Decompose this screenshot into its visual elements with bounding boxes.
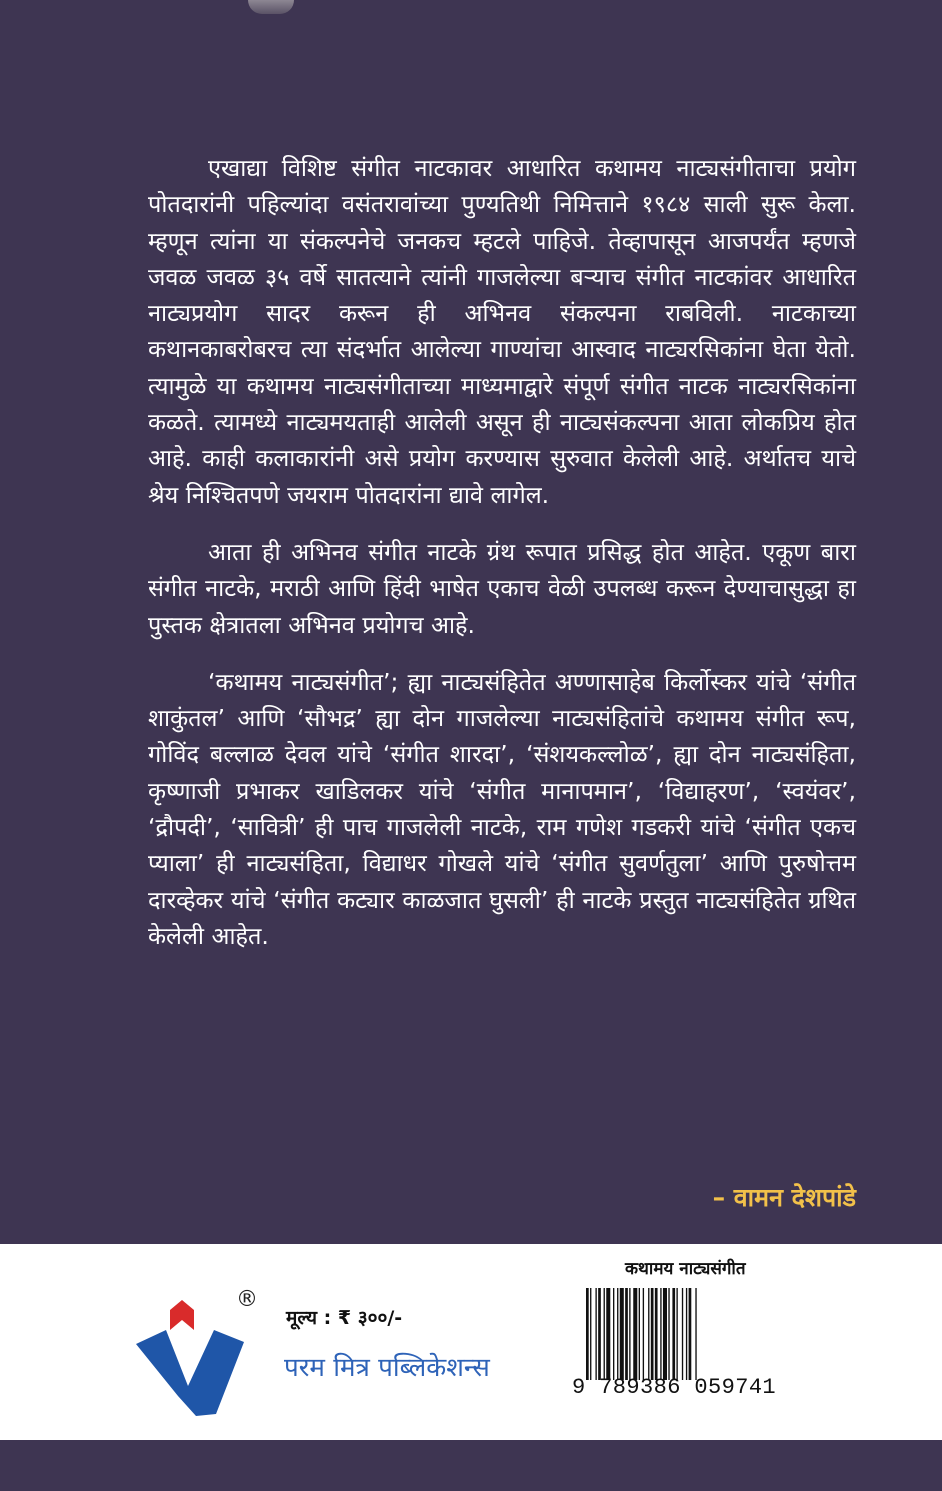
blurb-paragraph-2: आता ही अभिनव संगीत नाटके ग्रंथ रूपात प्रसिद्ध होत आहेत. एकूण बारा संगीत नाटके, मराठी आणि हिंदी भाषेत एकाच वेळी उपलब्ध करून देण्याचासुद्धा हा पुस्तक क्षेत्रातला अभिनव प्रयोगच आहे.: [148, 537, 856, 639]
isbn-number: 9 789386 059741: [572, 1375, 777, 1400]
barcode-icon: [586, 1288, 780, 1380]
price-label: मूल्य : ₹ ३००/-: [286, 1307, 403, 1329]
cover-notch: [248, 0, 294, 14]
logo-book-mark: [170, 1300, 194, 1330]
bottom-strip: [0, 1440, 942, 1491]
author-signature: – वामन देशपांडे: [712, 1183, 856, 1212]
logo-body: [136, 1330, 244, 1416]
footer-panel: [0, 1244, 942, 1440]
registered-mark: ®: [236, 1287, 258, 1312]
back-cover-blurb: [148, 150, 856, 954]
blurb-paragraph-3: ‘कथामय नाट्यसंगीत’; ह्या नाट्यसंहितेत अण्णासाहेब किर्लोस्कर यांचे ‘संगीत शाकुंतल’ आणि ‘सौभद्र’ ह्या दोन गाजलेल्या नाट्यसंहितांचे कथामय संगीत रूप, गोविंद बल्लाळ देवल यांचे ‘संगीत शारदा’, ‘संशयकल्लोळ’, ह्या दोन नाट्यसंहिता, कृष्णाजी प्रभाकर खाडिलकर यांचे ‘संगीत मानापमान’, ‘विद्याहरण’, ‘स्वयंवर’, ‘द्रौपदी’, ‘सावित्री’ ही पाच गाजलेली नाटके, राम गणेश गडकरी यांचे ‘संगीत एकच प्याला’ ही नाट्यसंहिता, विद्याधर गोखले यांचे ‘संगीत सुवर्णतुला’ आणि पुरुषोत्तम दारव्हेकर यांचे ‘संगीत कट्यार काळजात घुसली’ ही नाटके प्रस्तुत नाट्यसंहितेत ग्रथित केलेली आहेत.: [148, 667, 856, 950]
publisher-logo-icon: [130, 1286, 260, 1416]
blurb-paragraph-1: एखाद्या विशिष्ट संगीत नाटकावर आधारित कथामय नाट्यसंगीताचा प्रयोग पोतदारांनी पहिल्यांदा वसंतरावांच्या पुण्यतिथी निमित्ताने १९८४ साली सुरू केला. म्हणून त्यांना या संकल्पनेचे जनकच म्हटले पाहिजे. तेव्हापासून आजपर्यंत म्हणजे जवळ जवळ ३५ वर्षे सातत्याने त्यांनी गाजलेल्या बऱ्याच संगीत नाटकांवर आधारित नाट्यप्रयोग सादर करून ही अभिनव संकल्पना राबविली. नाटकाच्या कथानकाबरोबरच त्या संदर्भात आलेल्या गाण्यांचा आस्वाद नाट्यरसिकांना घेता येतो. त्यामुळे या कथामय नाट्यसंगीताच्या माध्यमाद्वारे संपूर्ण संगीत नाटक नाट्यरसिकांना कळते. त्यामध्ये नाट्यमयताही आलेली असून ही नाट्यसंकल्पना आता लोकप्रिय होत आहे. काही कलाकारांनी असे प्रयोग करण्यास सुरुवात केलेली आहे. अर्थातच याचे श्रेय निश्चितपणे जयराम पोतदारांना द्यावे लागेल.: [148, 154, 856, 509]
barcode-book-title: कथामय नाट्यसंगीत: [625, 1259, 746, 1279]
publisher-name: परम मित्र पब्लिकेशन्स: [284, 1353, 490, 1383]
